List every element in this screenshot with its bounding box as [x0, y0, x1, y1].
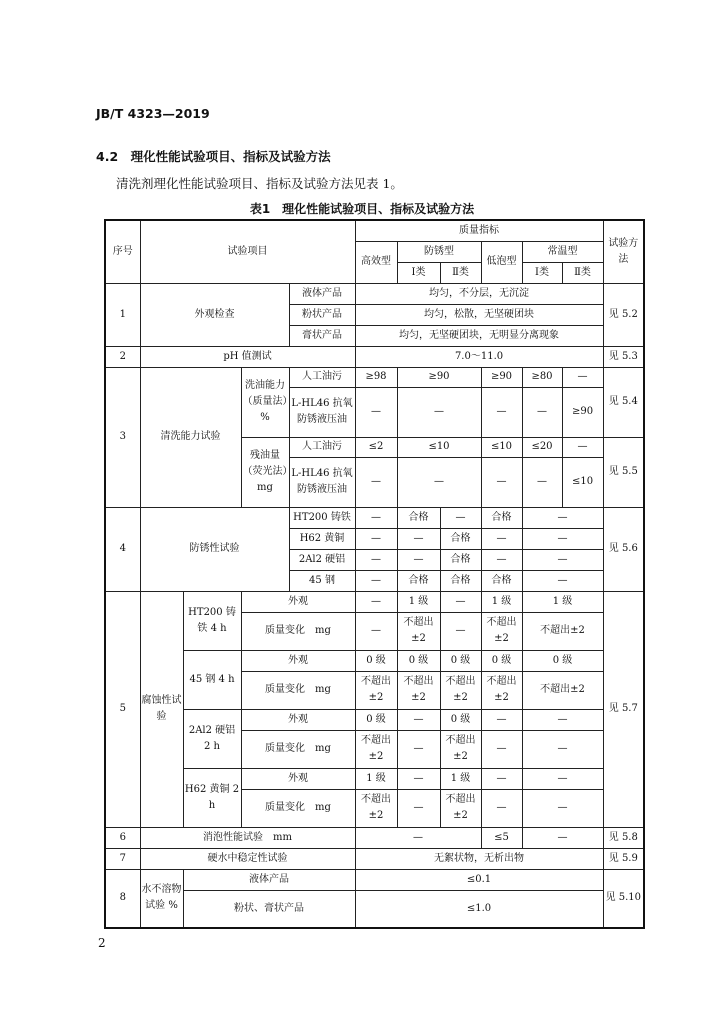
header-class-1: Ⅰ类	[522, 262, 562, 283]
cell-value: —	[481, 457, 522, 507]
method-ref: 见 5.2	[603, 283, 644, 346]
cell-value: 合格	[440, 528, 481, 549]
sub-group: 残油量（荧光法）mg	[241, 437, 289, 507]
row-item: 清洗能力试验	[140, 367, 241, 507]
sub-item: 外观	[241, 650, 355, 671]
cell-value: —	[355, 457, 397, 507]
cell-value: 不超出 ±2	[355, 671, 397, 709]
page-number: 2	[98, 936, 106, 950]
header-low-foam: 低泡型	[481, 241, 522, 283]
cell-value: ≤2	[355, 437, 397, 457]
cell-value: —	[522, 709, 603, 730]
cell-value: —	[397, 549, 440, 570]
sub-item: 粉状产品	[289, 304, 355, 325]
cell-value: —	[522, 730, 603, 768]
cell-value: —	[355, 827, 481, 848]
method-ref: 见 5.6	[603, 507, 644, 591]
table-caption: 表1 理化性能试验项目、指标及试验方法	[249, 202, 475, 216]
cell-value: 不超出 ±2	[440, 789, 481, 827]
cell-value: —	[481, 789, 522, 827]
cell-value: —	[562, 437, 603, 457]
cell-value: 不超出 ±2	[397, 671, 440, 709]
cell-value: 1 级	[440, 768, 481, 789]
cell-value: —	[522, 827, 603, 848]
cell-value: 0 级	[522, 650, 603, 671]
method-ref: 见 5.3	[603, 346, 644, 367]
cell-value: —	[397, 768, 440, 789]
cell-value: —	[355, 591, 397, 612]
cell-value: —	[481, 730, 522, 768]
cell-value: —	[355, 528, 397, 549]
cell-value: ≤10	[481, 437, 522, 457]
material: H62 黄铜 2 h	[183, 768, 241, 827]
cell-value: —	[522, 570, 603, 591]
row-item: pH 值测试	[140, 346, 355, 367]
cell-value: ≤0.1	[355, 869, 603, 890]
sub-item: 外观	[241, 591, 355, 612]
cell-value: 不超出 ±2	[481, 671, 522, 709]
header-seq: 序号	[105, 220, 140, 283]
cell-value: 0 级	[397, 650, 440, 671]
cell-value: —	[440, 507, 481, 528]
sub-item: HT200 铸铁	[289, 507, 355, 528]
oil-type: L-HL46 抗氧防锈液压油	[289, 387, 355, 437]
document-id: JB/T 4323—2019	[96, 106, 210, 121]
cell-value: 不超出 ±2	[440, 730, 481, 768]
row-number: 4	[105, 507, 140, 591]
cell-value: ≤10	[397, 437, 481, 457]
sub-item: 质量变化 mg	[241, 671, 355, 709]
cell-value: ≤20	[522, 437, 562, 457]
header-item: 试验项目	[140, 220, 355, 283]
method-ref: 见 5.8	[603, 827, 644, 848]
material: 45 钢 4 h	[183, 650, 241, 709]
cell-value: 0 级	[481, 650, 522, 671]
cell-value: —	[355, 570, 397, 591]
cell-value: —	[397, 789, 440, 827]
cell-value: 1 级	[522, 591, 603, 612]
material: HT200 铸铁 4 h	[183, 591, 241, 650]
cell-value: 不超出 ±2	[397, 612, 440, 650]
cell-value: ≥80	[522, 367, 562, 387]
cell-value: 不超出±2	[522, 671, 603, 709]
sub-item: 质量变化 mg	[241, 789, 355, 827]
cell-value: —	[481, 387, 522, 437]
cell-value: —	[522, 387, 562, 437]
cell-value: —	[397, 730, 440, 768]
cell-value: 合格	[481, 507, 522, 528]
cell-value: ≤10	[562, 457, 603, 507]
cell-value: 均匀，不分层，无沉淀	[355, 283, 603, 304]
header-high-efficiency: 高效型	[355, 241, 397, 283]
sub-item: 质量变化 mg	[241, 730, 355, 768]
cell-value: —	[481, 768, 522, 789]
row-item: 腐蚀性试验	[140, 591, 183, 827]
cell-value: 不超出 ±2	[355, 730, 397, 768]
cell-value: ≥90	[562, 387, 603, 437]
cell-value: 不超出 ±2	[481, 612, 522, 650]
header-rust-type: 防锈型	[397, 241, 481, 262]
row-number: 2	[105, 346, 140, 367]
header-method: 试验方法	[603, 220, 644, 283]
method-ref: 见 5.7	[603, 591, 644, 827]
row-number: 7	[105, 848, 140, 869]
oil-type: L-HL46 抗氧防锈液压油	[289, 457, 355, 507]
row-number: 6	[105, 827, 140, 848]
method-ref: 见 5.5	[603, 437, 644, 507]
cell-value: —	[397, 709, 440, 730]
cell-value: —	[522, 507, 603, 528]
cell-value: —	[397, 457, 481, 507]
cell-value: 合格	[440, 549, 481, 570]
cell-value: ≥90	[397, 367, 481, 387]
cell-value: 0 级	[355, 650, 397, 671]
sub-item: 45 钢	[289, 570, 355, 591]
cell-value: 1 级	[397, 591, 440, 612]
sub-item: 质量变化 mg	[241, 612, 355, 650]
row-number: 1	[105, 283, 140, 346]
cell-value: —	[440, 612, 481, 650]
cell-value: ≤5	[481, 827, 522, 848]
row-number: 3	[105, 367, 140, 507]
row-item: 硬水中稳定性试验	[140, 848, 355, 869]
cell-value: —	[440, 591, 481, 612]
cell-value: 0 级	[440, 650, 481, 671]
method-ref: 见 5.9	[603, 848, 644, 869]
sub-item: 液体产品	[183, 869, 355, 890]
cell-value: —	[562, 367, 603, 387]
sub-group: 洗油能力（质量法）%	[241, 367, 289, 437]
cell-value: ≤1.0	[355, 890, 603, 928]
oil-type: 人工油污	[289, 437, 355, 457]
cell-value: 合格	[481, 570, 522, 591]
cell-value: 不超出 ±2	[440, 671, 481, 709]
cell-value: 不超出±2	[522, 612, 603, 650]
cell-value: 合格	[397, 570, 440, 591]
sub-item: 粉状、膏状产品	[183, 890, 355, 928]
test-items-table	[104, 219, 645, 929]
row-item: 外观检查	[140, 283, 289, 346]
cell-value: —	[481, 709, 522, 730]
sub-item: 液体产品	[289, 283, 355, 304]
cell-value: —	[355, 387, 397, 437]
header-quality: 质量指标	[355, 220, 603, 241]
cell-value: —	[522, 789, 603, 827]
row-number: 5	[105, 591, 140, 827]
header-normal-temp: 常温型	[522, 241, 603, 262]
cell-value: —	[397, 387, 481, 437]
cell-value: —	[397, 528, 440, 549]
cell-value: 均匀，无坚硬团块，无明显分离现象	[355, 325, 603, 346]
sub-item: 膏状产品	[289, 325, 355, 346]
header-class-2: Ⅱ类	[440, 262, 481, 283]
cell-value: 合格	[397, 507, 440, 528]
header-class-2: Ⅱ类	[562, 262, 603, 283]
sub-item: 2Al2 硬铝	[289, 549, 355, 570]
cell-value: —	[355, 507, 397, 528]
cell-value: 均匀，松散，无坚硬团块	[355, 304, 603, 325]
sub-item: 外观	[241, 709, 355, 730]
cell-value: 无絮状物，无析出物	[355, 848, 603, 869]
cell-value: —	[355, 549, 397, 570]
cell-value: —	[522, 768, 603, 789]
cell-value: ≥90	[481, 367, 522, 387]
row-item: 消泡性能试验 mm	[140, 827, 355, 848]
oil-type: 人工油污	[289, 367, 355, 387]
cell-value: —	[481, 528, 522, 549]
cell-value: 0 级	[355, 709, 397, 730]
row-item: 水不溶物试验 %	[140, 869, 183, 928]
row-item: 防锈性试验	[140, 507, 289, 591]
cell-value: 7.0～11.0	[355, 346, 603, 367]
cell-value: —	[522, 549, 603, 570]
method-ref: 见 5.10	[603, 869, 644, 928]
cell-value: —	[522, 457, 562, 507]
section-title: 4.2 理化性能试验项目、指标及试验方法	[96, 149, 331, 164]
cell-value: —	[355, 612, 397, 650]
row-number: 8	[105, 869, 140, 928]
cell-value: —	[481, 549, 522, 570]
sub-item: 外观	[241, 768, 355, 789]
intro-paragraph: 清洗剂理化性能试验项目、指标及试验方法见表 1。	[116, 176, 403, 191]
cell-value: 0 级	[440, 709, 481, 730]
cell-value: 不超出 ±2	[355, 789, 397, 827]
cell-value: 合格	[440, 570, 481, 591]
method-ref: 见 5.4	[603, 367, 644, 437]
cell-value: ≥98	[355, 367, 397, 387]
cell-value: 1 级	[481, 591, 522, 612]
cell-value: —	[522, 528, 603, 549]
material: 2Al2 硬铝 2 h	[183, 709, 241, 768]
header-class-1: Ⅰ类	[397, 262, 440, 283]
cell-value: 1 级	[355, 768, 397, 789]
sub-item: H62 黄铜	[289, 528, 355, 549]
